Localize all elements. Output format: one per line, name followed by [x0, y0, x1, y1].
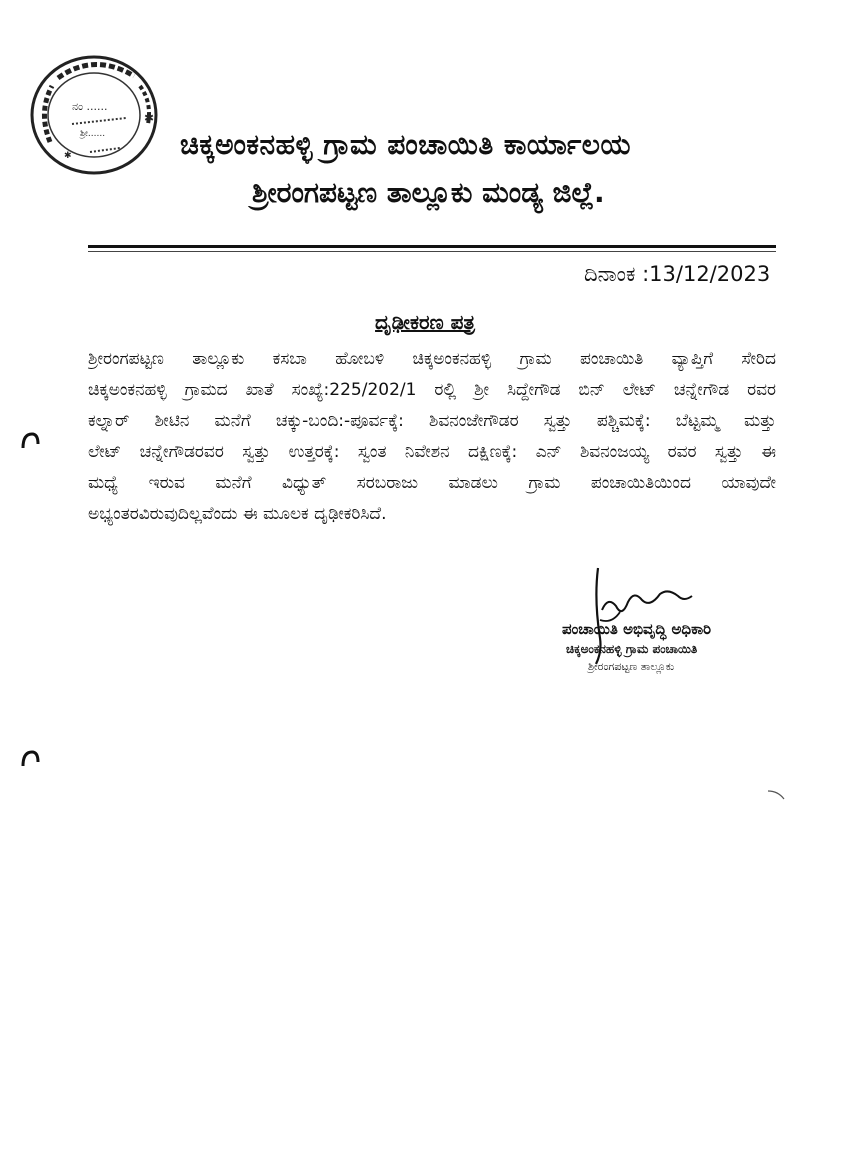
signatory-office: ಚಿಕ್ಕಅಂಕನಹಳ್ಳಿ ಗ್ರಾಮ ಪಂಚಾಯಿತಿ: [566, 642, 698, 656]
body-line: ಕಲ್ನಾರ್ ಶೀಟಿನ ಮನೆಗೆ ಚಕ್ಕು-ಬಂದಿ:-ಪೂರ್ವಕ್ಕೆ: ಶಿವನಂಜೇಗೌಡರ ಸ್ವತ್ತು ಪಶ್ಚಿಮಕ್ಕೆ: ಬೆಟ್ಟಮ್ಮ ಮತ್ತು: [88, 411, 776, 431]
svg-text:✱: ✱: [144, 111, 155, 125]
signatory-block: [562, 620, 782, 674]
subject-title: ದೃಢೀಕರಣ ಪತ್ರ: [375, 310, 475, 334]
letter-date: ದಿನಾಂಕ :13/12/2023: [584, 262, 771, 286]
letter-body: [88, 344, 776, 530]
body-line: ಲೇಟ್ ಚನ್ನೇಗೌಡರವರ ಸ್ವತ್ತು ಉತ್ತರಕ್ಕೆ: ಸ್ವಂತ ನಿವೇಶನ ದಕ್ಷಿಣಕ್ಕೆ: ಎನ್ ಶಿವನಂಜಯ್ಯ ರವರ ಸ್ವತ್ತು ಈ: [88, 442, 776, 462]
punch-hole-mark: [20, 430, 40, 450]
office-location: ಶ್ರೀರಂಗಪಟ್ಟಣ ತಾಲ್ಲೂಕು ಮಂಡ್ಯ ಜಿಲ್ಲೆ.: [252, 176, 605, 209]
header-divider: [88, 245, 776, 248]
letter-subject: [0, 310, 850, 334]
body-line: ಶ್ರೀರಂಗಪಟ್ಟಣ ತಾಲ್ಲೂಕು ಕಸಬಾ ಹೋಬಳಿ ಚಿಕ್ಕಅಂಕನಹಳ್ಳಿ ಗ್ರಾಮ ಪಂಚಾಯಿತಿ ವ್ಯಾಪ್ತಿಗೆ ಸೇರಿದ: [88, 349, 776, 369]
svg-text:ಶ್ರೀ......: ಶ್ರೀ......: [80, 129, 106, 139]
office-seal-stamp: [28, 52, 164, 178]
signatory-title: ಪಂಚಾಯಿತಿ ಅಭಿವೃದ್ಧಿ ಅಧಿಕಾರಿ: [562, 620, 712, 638]
body-line: ಚಿಕ್ಕಅಂಕನಹಳ್ಳಿ ಗ್ರಾಮದ ಖಾತೆ ಸಂಖ್ಯೆ:225/202/1 ರಲ್ಲಿ ಶ್ರೀ ಸಿದ್ದೇಗೌಡ ಬಿನ್ ಲೇಟ್ ಚನ್ನೇಗೌಡ ರವರ: [88, 380, 776, 400]
svg-text:✱: ✱: [64, 151, 72, 161]
signatory-taluk: ಶ್ರೀರಂಗಪಟ್ಟಣ ತಾಲ್ಲೂಕು: [588, 660, 675, 673]
body-line: ಮಧ್ಯೆ ಇರುವ ಮನೆಗೆ ವಿಧ್ಯುತ್ ಸರಬರಾಜು ಮಾಡಲು ಗ್ರಾಮ ಪಂಚಾಯಿತಿಯಿಂದ ಯಾವುದೇ: [88, 473, 776, 493]
body-line: ಅಭ್ಯಂತರವಿರುವುದಿಲ್ಲವೆಂದು ಈ ಮೂಲಕ ದೃಢೀಕರಿಸಿದೆ.: [88, 504, 387, 524]
scan-mark: [766, 786, 786, 805]
svg-text:ನಂ ......: ನಂ ......: [72, 100, 108, 113]
office-name: ಚಿಕ್ಕಅಂಕನಹಳ್ಳಿ ಗ್ರಾಮ ಪಂಚಾಯಿತಿ ಕಾರ್ಯಾಲಯ: [180, 128, 631, 161]
punch-hole-mark: [20, 748, 40, 768]
header-divider-thin: [88, 251, 776, 252]
